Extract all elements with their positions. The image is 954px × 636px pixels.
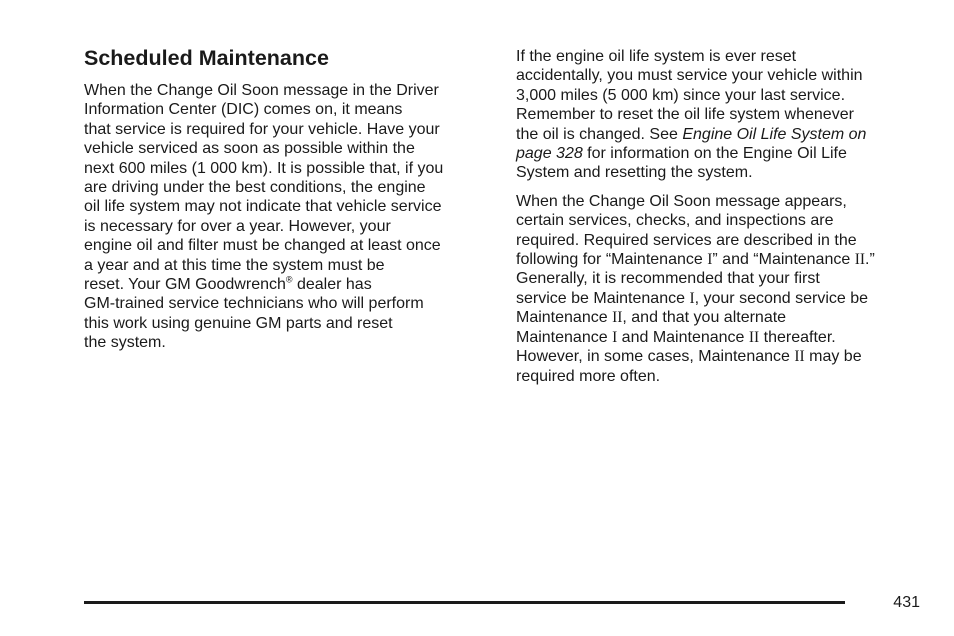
text-fragment: Maintenance <box>516 309 613 327</box>
text-line: Information Center (DIC) comes on, it means <box>84 101 403 119</box>
roman-numeral: I <box>612 328 618 346</box>
text-line <box>516 144 926 163</box>
text-fragment: thereafter. <box>759 328 836 346</box>
text-fragment: ” and “Maintenance <box>712 251 855 269</box>
text-line <box>516 289 926 308</box>
text-line: are driving under the best conditions, the engine <box>84 179 426 197</box>
footer-rule <box>84 601 845 604</box>
roman-numeral: II <box>854 251 866 269</box>
left-column <box>84 44 494 353</box>
text-line: System and resetting the system. <box>516 164 753 182</box>
text-fragment: Maintenance <box>516 328 613 346</box>
text-line: this work using genuine GM parts and reset <box>84 314 393 332</box>
text-fragment: the oil is changed. See <box>516 125 683 143</box>
section-heading: Scheduled Maintenance <box>84 46 329 70</box>
text-line: accidentally, you must service your vehicle within <box>516 67 863 85</box>
cross-reference-link[interactable]: Engine Oil Life System on <box>682 125 867 143</box>
page-number: 431 <box>893 594 920 611</box>
text-fragment: dealer has <box>292 276 372 294</box>
text-line <box>516 250 926 269</box>
text-fragment: However, in some cases, Maintenance <box>516 348 795 366</box>
maintenance-paragraph <box>516 192 926 386</box>
text-fragment: following for “Maintenance <box>516 251 708 269</box>
text-line: When the Change Oil Soon message appears, <box>516 192 847 210</box>
text-line: oil life system may not indicate that vehicle service <box>84 198 442 216</box>
text-fragment: .” <box>865 251 875 269</box>
roman-numeral: II <box>748 328 760 346</box>
text-line: Remember to reset the oil life system whenever <box>516 106 854 124</box>
text-fragment: reset. Your GM Goodwrench <box>84 276 286 294</box>
text-line: next 600 miles (1 000 km). It is possible that, if you <box>84 159 444 177</box>
text-line: the system. <box>84 334 166 352</box>
roman-numeral: I <box>707 251 713 269</box>
roman-numeral: I <box>689 289 695 307</box>
registered-mark: ® <box>285 274 293 285</box>
text-line: certain services, checks, and inspections are <box>516 212 834 230</box>
text-line: required. Required services are described in the <box>516 231 857 249</box>
text-line-goodwrench <box>84 275 494 294</box>
text-line: is necessary for over a year. However, your <box>84 217 391 235</box>
text-line: that service is required for your vehicle. Have your <box>84 120 440 138</box>
reset-paragraph <box>516 47 926 183</box>
text-line <box>516 125 926 144</box>
text-line <box>516 328 926 347</box>
text-line <box>516 347 926 366</box>
text-line: Generally, it is recommended that your first <box>516 270 820 288</box>
text-line: 3,000 miles (5 000 km) since your last service. <box>516 86 846 104</box>
roman-numeral: II <box>794 348 805 366</box>
text-fragment: for information on the Engine Oil Life <box>582 145 847 163</box>
intro-paragraph <box>84 81 494 353</box>
cross-reference-page[interactable]: page 328 <box>516 145 583 163</box>
text-line: required more often. <box>516 367 661 385</box>
text-line: engine oil and filter must be changed at least once <box>84 237 441 255</box>
text-line <box>516 308 926 327</box>
text-line: GM-trained service technicians who will perform <box>84 295 424 313</box>
text-line: If the engine oil life system is ever reset <box>516 48 797 65</box>
text-fragment: , and that you alternate <box>622 309 787 327</box>
text-line: When the Change Oil Soon message in the Driver <box>84 82 439 99</box>
text-fragment: , your second service be <box>694 289 869 307</box>
text-line: a year and at this time the system must be <box>84 256 385 274</box>
right-column <box>516 47 926 386</box>
text-line: vehicle serviced as soon as possible within the <box>84 140 415 158</box>
text-fragment: service be Maintenance <box>516 289 690 307</box>
roman-numeral: II <box>612 309 623 327</box>
text-fragment: and Maintenance <box>617 328 749 346</box>
text-fragment: may be <box>804 348 862 366</box>
